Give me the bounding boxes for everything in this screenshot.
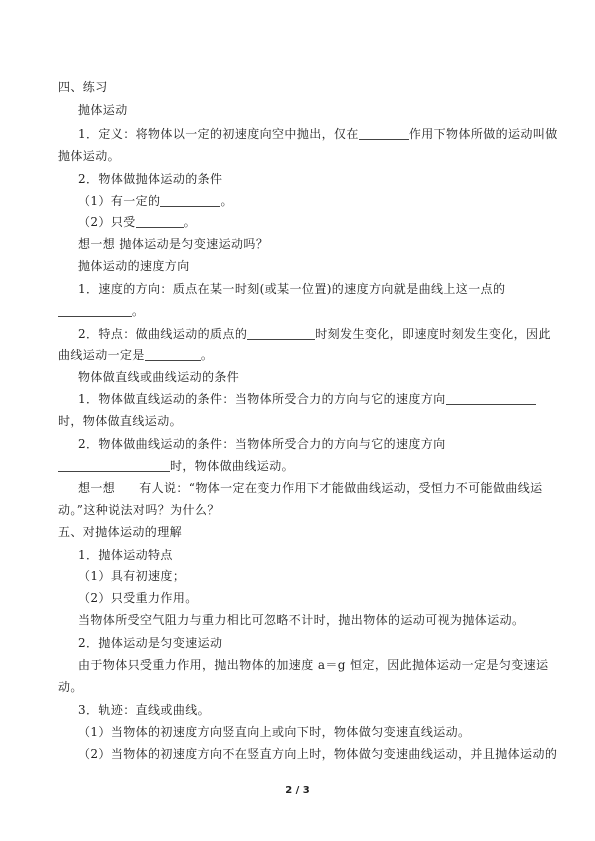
feature-note: 当物体所受空气阻力与重力相比可忽略不计时，抛出物体的运动可视为抛体运动。 — [78, 613, 525, 627]
velocity-item-2-cont — [58, 347, 542, 363]
fill-blank — [247, 327, 315, 340]
trajectory-item-1: （1）当物体的初速度方向竖直向上或向下时，物体做匀变速直线运动。 — [78, 725, 471, 739]
features-title: 1．抛体运动特点 — [78, 548, 173, 562]
think-question-2-text: 有人说：“物体一定在变力作用下才能做曲线运动，受恒力不可能做曲线运 — [139, 481, 543, 495]
fill-blank — [446, 392, 536, 405]
definition-line-cont: 抛体运动。 — [58, 149, 121, 163]
uniform-accel-text-cont: 动。 — [58, 680, 83, 694]
fill-blank — [160, 194, 220, 207]
think-question-1: 想一想 抛体运动是匀变速运动吗？ — [78, 237, 269, 251]
uniform-accel-title: 2．抛体运动是匀变速运动 — [78, 636, 223, 650]
velocity-item-2-end: 。 — [200, 348, 214, 362]
section-heading-understanding: 五、对抛体运动的理解 — [58, 525, 183, 539]
page-number: 2 / 3 — [285, 785, 310, 796]
condition-item-2 — [78, 214, 562, 230]
straight-condition — [78, 391, 562, 407]
condition-item-2-end: 。 — [183, 215, 197, 229]
velocity-item-1-cont — [58, 303, 542, 319]
think-question-2-cont: 动。”这种说法对吗？为什么？ — [58, 503, 220, 517]
trajectory-title: 3．轨迹：直线或曲线。 — [78, 703, 211, 717]
velocity-item-2-text-b: 时刻发生变化，即速度时刻发生变化，因此 — [315, 327, 551, 341]
think-question-2 — [78, 480, 562, 496]
curved-condition-end: 时，物体做曲线运动。 — [170, 459, 295, 473]
velocity-item-2-text-a: 2．特点：做曲线运动的质点的 — [78, 327, 248, 341]
curved-condition-cont — [58, 458, 542, 474]
definition-text-a: 1．定义：将物体以一定的初速度向空中抛出，仅在 — [78, 127, 359, 141]
fill-blank — [359, 127, 409, 140]
definition-line — [78, 126, 562, 142]
velocity-item-2-text-c: 曲线运动一定是 — [58, 348, 145, 362]
uniform-accel-text: 由于物体只受重力作用，抛出物体的加速度 a＝g 恒定，因此抛体运动一定是匀变速运 — [78, 658, 549, 672]
condition-item-1-text: （1）有一定的 — [78, 194, 161, 208]
think-label: 想一想 — [78, 481, 116, 495]
subheading-straight-or-curved: 物体做直线或曲线运动的条件 — [78, 370, 240, 384]
feature-item-1: （1）具有初速度； — [78, 569, 186, 583]
velocity-item-1: 1．速度的方向：质点在某一时刻(或某一位置)的速度方向就是曲线上这一点的 — [78, 282, 506, 296]
feature-item-2: （2）只受重力作用。 — [78, 591, 198, 605]
definition-text-b: 作用下物体所做的运动叫做 — [408, 127, 558, 141]
subheading-projectile-motion: 抛体运动 — [78, 103, 128, 117]
fill-blank — [145, 348, 201, 361]
straight-condition-text: 1．物体做直线运动的条件：当物体所受合力的方向与它的速度方向 — [78, 392, 446, 406]
condition-item-2-text: （2）只受 — [78, 215, 136, 229]
velocity-item-2 — [78, 326, 562, 342]
subheading-velocity-direction: 抛体运动的速度方向 — [78, 259, 190, 273]
condition-item-1-end: 。 — [220, 194, 233, 208]
condition-item-1 — [78, 193, 562, 209]
condition-title: 2．物体做抛体运动的条件 — [78, 172, 223, 186]
curved-condition: 2．物体做曲线运动的条件：当物体所受合力的方向与它的速度方向 — [78, 437, 446, 451]
straight-condition-cont: 时，物体做直线运动。 — [58, 414, 183, 428]
fill-blank — [58, 304, 132, 317]
section-heading-practice: 四、练习 — [58, 80, 108, 94]
fill-blank — [136, 215, 184, 228]
trajectory-item-2: （2）当物体的初速度方向不在竖直方向上时，物体做匀变速曲线运动，并且抛体运动的 — [78, 747, 558, 761]
velocity-item-1-end: 。 — [132, 304, 145, 318]
fill-blank — [58, 459, 170, 472]
